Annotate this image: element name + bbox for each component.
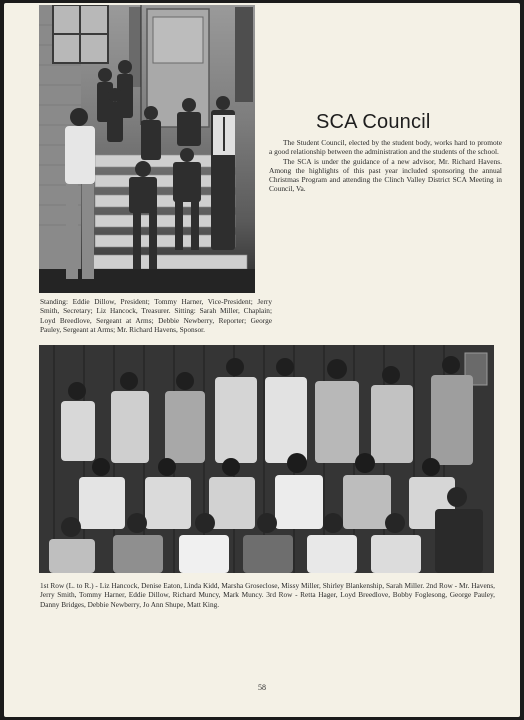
- state-flag: [235, 7, 253, 102]
- council-caption: 1st Row (L. to R.) - Liz Hancock, Denise Eaton, Linda Kidd, Marsha Groseclose, Missy Miller, Shirley Blankenship, Sarah Miller. 2nd Row - Mr. Havens, Jerry Smith, Tommy Harner, Eddie Dillow, Richard Muncy, Mark Muncy. 3rd Row - Retta Hager, Loyd Breedlove, Bobby Foglesong, George Pauley, Danny Bridges, Debbie Newberry, Jo Ann Shupe, Matt King.: [40, 581, 495, 609]
- yearbook-page: [4, 3, 520, 717]
- officers-photo-graphic: [39, 5, 255, 293]
- article-paragraph-1: The Student Council, elected by the student body, works hard to promote a good relationship between the administration and the students of the school.: [269, 138, 502, 157]
- council-photo-graphic: [39, 345, 494, 573]
- page-number: 58: [258, 683, 266, 692]
- officers-caption: Standing: Eddie Dillow, President; Tommy Harner, Vice-President; Jerry Smith, Secretary; Liz Hancock, Treasurer. Sitting: Sarah Miller, Chaplain; Loyd Breedlove, Sergeant at Arms; Debbie Newberry, Reporter; George Pauley, Sergeant at Arms; Mr. Richard Havens, Sponsor.: [40, 297, 272, 335]
- article-paragraph-2: The SCA is under the guidance of a new advisor, Mr. Richard Havens. Among the highlights of this past year included sponsoring the annual Christmas Program and attending the Clinch Valley District SCA Meeting in Council, Va.: [269, 156, 502, 194]
- group-photo-officers: [39, 5, 255, 293]
- article-text: [269, 138, 502, 194]
- group-photo-council: [39, 345, 494, 573]
- section-title: SCA Council: [316, 111, 431, 133]
